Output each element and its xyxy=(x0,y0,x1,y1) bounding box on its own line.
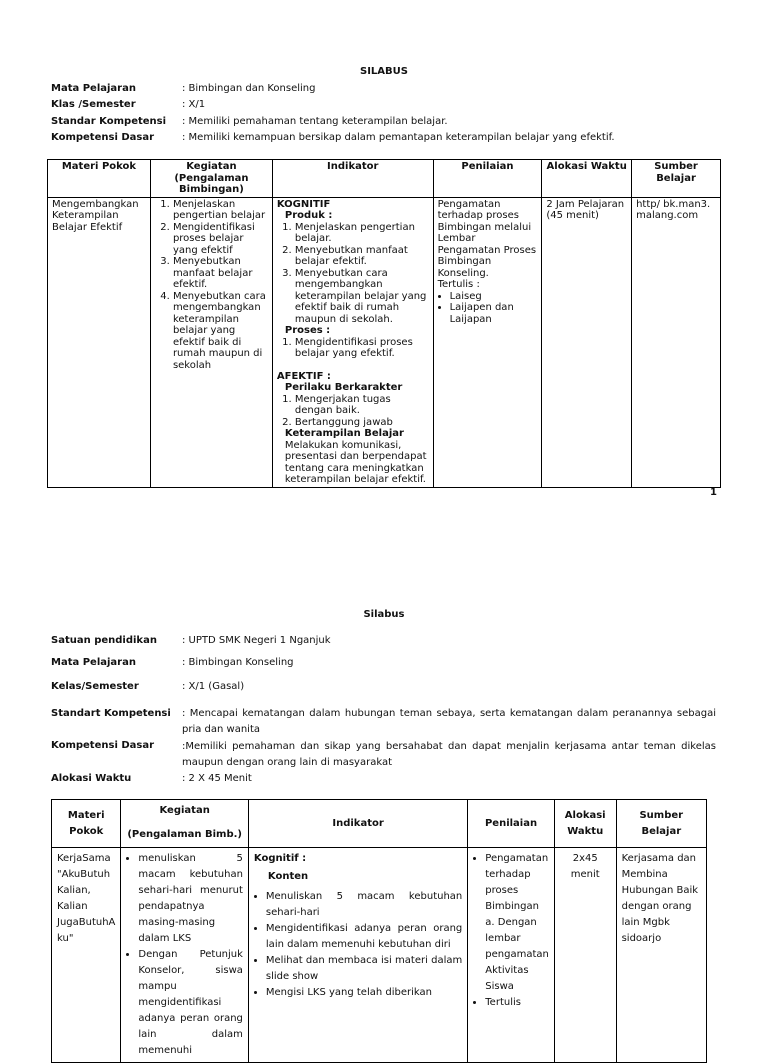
list-item: • Mengisi LKS yang telah diberikan xyxy=(266,985,462,1001)
p2-th-materi: Materi Pokok xyxy=(52,800,121,848)
p1-silabus-table xyxy=(47,159,721,488)
p1-keterampilan-text: Melakukan komunikasi, presentasi dan berpendapat tentang cara meningkatkan keterampilan belajar efektif. xyxy=(284,439,427,485)
p1-keterampilan-heading: Keterampilan Belajar xyxy=(284,428,404,439)
table-row xyxy=(48,197,721,487)
p2-value-mata-pelajaran: : Bimbingan Konseling xyxy=(182,657,294,668)
list-item: 3. Menyebutkan manfaat belajar efektif. xyxy=(173,256,268,291)
p1-afektif-heading: AFEKTIF : xyxy=(276,370,331,382)
list-item: • Menuliskan 5 macam kebutuhan sehari-hari xyxy=(266,889,462,921)
p1-perilaku-heading: Perilaku Berkarakter xyxy=(284,382,403,393)
p2-label-satuan-pendidikan: Satuan pendidikan xyxy=(51,635,157,646)
p2-value-satuan-pendidikan: : UPTD SMK Negeri 1 Nganjuk xyxy=(182,635,331,646)
list-item: • Tertulis xyxy=(485,995,549,1011)
p2-cell-kegiatan xyxy=(121,848,249,1063)
p1-value-klas-semester: : X/1 xyxy=(182,99,206,110)
p1-header-row xyxy=(48,160,721,198)
p2-th-kegiatan-line2: (Pengalaman Bimb.) xyxy=(127,829,242,840)
p2-cell-alokasi: 2x45 menit xyxy=(554,848,616,1063)
p1-cell-penilaian xyxy=(433,197,542,487)
p1-label-standar-kompetensi: Standar Kompetensi xyxy=(51,116,167,127)
p2-th-penilaian: Penilaian xyxy=(468,800,555,848)
p2-label-alokasi-waktu: Alokasi Waktu xyxy=(51,773,132,784)
p2-th-indikator: Indikator xyxy=(248,800,467,848)
p1-th-sumber: Sumber Belajar xyxy=(632,160,721,198)
list-item: 1. Menjelaskan pengertian belajar. xyxy=(295,222,429,245)
p1-th-kegiatan: Kegiatan (Pengalaman Bimbingan) xyxy=(150,160,272,198)
p1-cell-sumber: http/ bk.man3. malang.com xyxy=(632,197,721,487)
page-number: 1 xyxy=(710,487,717,498)
p2-th-kegiatan xyxy=(121,800,249,848)
p2-label-kompetensi-dasar: Kompetensi Dasar xyxy=(51,740,155,751)
list-item: 4. Menyebutkan cara mengembangkan keterampilan belajar yang efektif baik di rumah maupun di sekolah xyxy=(173,291,268,372)
p1-produk-heading: Produk : xyxy=(284,210,333,221)
p2-value-standart-kompetensi: : Mencapai kematangan dalam hubungan teman sebaya, serta kematangan dalam peranannya sebagai pria dan wanita xyxy=(182,708,716,735)
p1-penilaian-text: Pengamatan terhadap proses Bimbingan melalui Lembar Pengamatan Proses Bimbingan Konseling. xyxy=(437,198,537,279)
p2-label-kelas-semester: Kelas/Semester xyxy=(51,681,139,692)
list-item: • Dengan Petunjuk Konselor, siswa mampu mengidentifikasi adanya peran orang lain dalam memenuhi xyxy=(138,947,243,1059)
p2-cell-penilaian xyxy=(468,848,555,1063)
p1-th-penilaian: Penilaian xyxy=(433,160,542,198)
p1-cell-kegiatan xyxy=(150,197,272,487)
p2-header-row xyxy=(52,800,707,848)
p1-value-mata-pelajaran: : Bimbingan dan Konseling xyxy=(182,83,316,94)
table-row xyxy=(52,848,707,1063)
p2-konten-heading: Konten xyxy=(267,871,309,882)
p1-kognitif-heading: KOGNITIF xyxy=(276,198,331,210)
p1-value-kompetensi-dasar: : Memiliki kemampuan bersikap dalam pemantapan keterampilan belajar yang efektif. xyxy=(182,132,615,143)
list-item: 1. Mengidentifikasi proses belajar yang efektif. xyxy=(295,337,429,360)
list-item: • Laiseg xyxy=(450,291,538,303)
p2-th-alokasi: Alokasi Waktu xyxy=(554,800,616,848)
p2-kognitif-heading: Kognitif : xyxy=(253,853,307,864)
list-item: 1. Mengerjakan tugas dengan baik. xyxy=(295,394,429,417)
list-item: • Melihat dan membaca isi materi dalam slide show xyxy=(266,953,462,985)
p2-cell-sumber: Kerjasama dan Membina Hubungan Baik dengan orang lain Mgbk sidoarjo xyxy=(616,848,706,1063)
list-item: 2. Menyebutkan manfaat belajar efektif. xyxy=(295,245,429,268)
p1-label-kompetensi-dasar: Kompetensi Dasar xyxy=(51,132,155,143)
p2-th-kegiatan-line1: Kegiatan xyxy=(159,805,210,816)
p1-cell-indikator xyxy=(272,197,433,487)
p2-th-sumber: Sumber Belajar xyxy=(616,800,706,848)
p1-th-alokasi: Alokasi Waktu xyxy=(542,160,632,198)
p1-cell-alokasi: 2 Jam Pelajaran (45 menit) xyxy=(542,197,632,487)
p2-value-kompetensi-dasar: :Memiliki pemahaman dan sikap yang bersahabat dan dapat menjalin kerjasama antar teman dikelas maupun dengan orang lain di masyarakat xyxy=(182,741,716,768)
list-item: 2. Mengidentifikasi proses belajar yang efektif xyxy=(173,222,268,257)
p1-value-standar-kompetensi: : Memiliki pemahaman tentang keterampilan belajar. xyxy=(182,116,448,127)
p1-label-mata-pelajaran: Mata Pelajaran xyxy=(51,83,136,94)
p2-label-standart-kompetensi: Standart Kompetensi xyxy=(51,708,171,719)
p2-value-alokasi-waktu: : 2 X 45 Menit xyxy=(182,773,252,784)
list-item: • menuliskan 5 macam kebutuhan sehari-hari menurut pendapatnya masing-masing dalam LKS xyxy=(138,851,243,947)
p1-th-materi: Materi Pokok xyxy=(48,160,151,198)
page1-title: SILABUS xyxy=(360,66,408,77)
p1-penilaian-tertulis: Tertulis : xyxy=(437,279,480,290)
p1-proses-heading: Proses : xyxy=(284,325,331,336)
p2-cell-materi: KerjaSama "AkuButuh Kalian, Kalian JugaButuhA ku" xyxy=(52,848,121,1063)
p2-cell-indikator xyxy=(248,848,467,1063)
list-item: • Laijapen dan Laijapan xyxy=(450,302,538,325)
p1-cell-materi: Mengembangkan Keterampilan Belajar Efektif xyxy=(48,197,151,487)
p2-value-kelas-semester: : X/1 (Gasal) xyxy=(182,681,245,692)
page2-title: Silabus xyxy=(363,609,405,620)
p2-label-mata-pelajaran: Mata Pelajaran xyxy=(51,657,136,668)
p2-silabus-table xyxy=(51,799,707,1063)
list-item: 1. Menjelaskan pengertian belajar xyxy=(173,199,268,222)
list-item: 3. Menyebutkan cara mengembangkan keterampilan belajar yang efektif baik di rumah maupun di sekolah. xyxy=(295,268,429,326)
p1-th-indikator: Indikator xyxy=(272,160,433,198)
list-item: • Mengidentifikasi adanya peran orang lain dalam memenuhi kebutuhan diri xyxy=(266,921,462,953)
list-item: 2. Bertanggung jawab xyxy=(295,417,429,429)
list-item: • Pengamatan terhadap proses Bimbingan a. Dengan lembar pengamatan Aktivitas Siswa xyxy=(485,851,549,995)
p1-label-klas-semester: Klas /Semester xyxy=(51,99,136,110)
